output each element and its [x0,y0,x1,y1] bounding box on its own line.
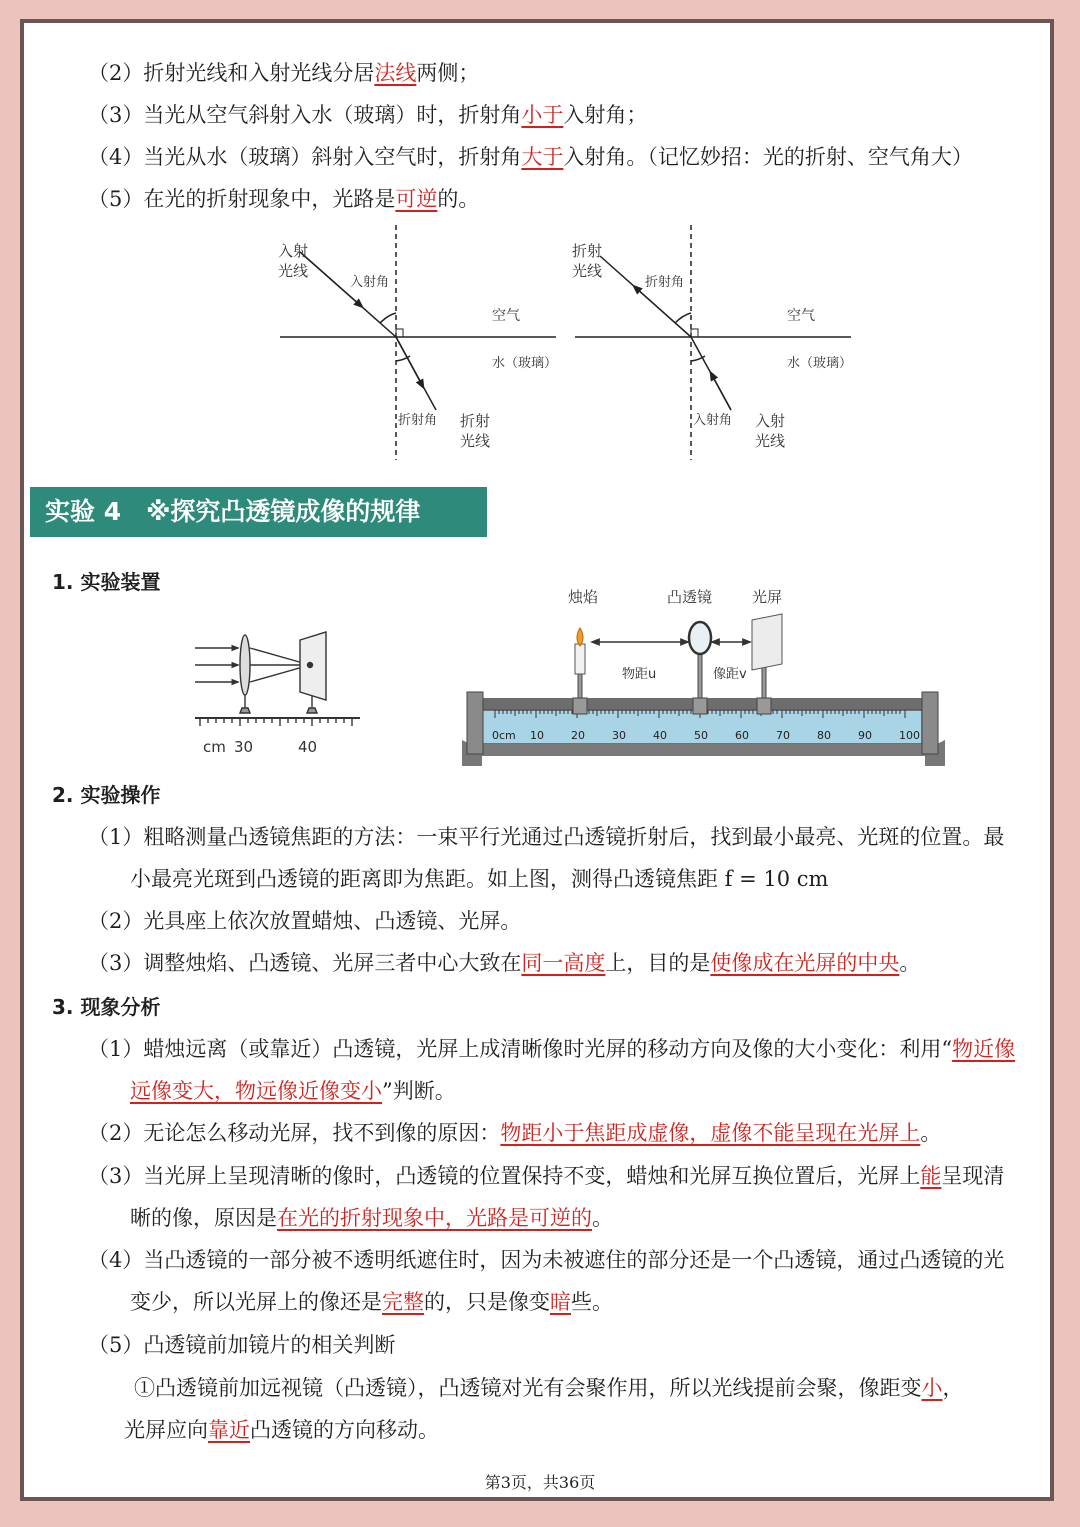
text: 入射角； [563,103,648,127]
text: （5）在光的折射现象中，光路是 [88,187,396,211]
apparatus-figures [0,580,1080,780]
label: 光线 [755,432,786,450]
answer: 法线 [374,61,417,85]
label: 入射 [278,242,309,260]
text: （3）当光屏上呈现清晰的像时，凸透镜的位置保持不变，蜡烛和光屏互换位置后，光屏上 [88,1164,921,1188]
ana-2 [88,1118,941,1148]
answer: 同一高度 [521,951,606,975]
ruler-tick: 30 [612,729,626,742]
text: ”判断。 [382,1079,456,1103]
text: 入射角。（记忆妙招：光的折射、空气角大） [563,145,973,169]
text: （2）无论怎么移动光屏，找不到像的原因： [88,1121,501,1145]
answer: ， [214,1079,235,1103]
screen-label: 光屏 [752,588,783,606]
ruler-tick: 0cm [492,729,516,742]
image-distance-label: 像距v [713,667,747,682]
answer: 大于 [521,145,564,169]
op-3 [88,948,920,978]
text: （3）当光从空气斜射入水（玻璃）时，折射角 [88,103,522,127]
text: （3）调整烛焰、凸透镜、光屏三者中心大致在 [88,951,522,975]
section-2-title: 2. 实验操作 [52,783,161,807]
label: 光线 [572,262,603,280]
label: 水（玻璃） [787,356,853,371]
answer: 物近像 [952,1037,1016,1061]
answer: 小 [921,1376,943,1400]
label: 空气 [492,308,520,324]
text: （1）蜡烛远离（或靠近）凸透镜，光屏上成清晰像时光屏的移动方向及像的大小变化：利用“ [88,1037,953,1061]
ana-4a: （4）当凸透镜的一部分被不透明纸遮住时，因为未被遮住的部分还是一个凸透镜，通过凸透镜的光 [88,1248,1005,1272]
tick-label: 40 [298,738,318,756]
text: ①凸透镜前加远视镜（凸透镜），凸透镜对光有会聚作用，所以光线提前会聚，像距变 [134,1376,922,1400]
label: 水（玻璃） [492,356,558,371]
label: 入射角 [350,275,390,290]
text: 凸透镜的方向移动。 [250,1418,439,1442]
answer: 物远像近像变小 [235,1079,382,1103]
answer: 靠近 [208,1418,250,1442]
text: 呈现清 [941,1164,1005,1188]
text: 晰的像，原因是 [130,1206,277,1230]
ana-4b [130,1287,613,1317]
answer: 物距小于焦距成虚像，虚像不能呈现在光屏上 [500,1121,921,1145]
ruler-tick: 70 [776,729,790,742]
candle-label: 烛焰 [568,588,599,606]
text: （4）当光从水（玻璃）斜射入空气时，折射角 [88,145,522,169]
text: 的。 [437,187,480,211]
text: 上，目的是 [605,951,711,975]
ruler-tick: 80 [817,729,831,742]
label: 折射角 [645,275,685,290]
text: （2）折射光线和入射光线分居 [88,61,375,85]
answer: 远像变大 [130,1079,214,1103]
text: 。 [592,1206,613,1230]
text: 的，只是像变 [424,1290,550,1314]
text: 些。 [571,1290,613,1314]
lens-label: 凸透镜 [667,588,713,606]
ruler-tick: 60 [735,729,749,742]
ana-3a [88,1161,1004,1191]
ana-5: （5）凸透镜前加镜片的相关判断 [88,1333,396,1357]
label: 折射角 [398,413,438,428]
label: 折射 [460,412,491,430]
ana-1a [88,1034,1015,1064]
label: 光线 [278,262,309,280]
text: 。 [920,1121,942,1145]
op-1b: 小最亮光斑到凸透镜的距离即为焦距。如上图，测得凸透镜焦距 f = 10 cm [130,867,829,891]
ruler-tick: 90 [858,729,872,742]
text: ， [942,1376,964,1400]
optical-bench [462,614,945,766]
label: 入射角 [693,413,733,428]
page-number: 第3页，共36页 [484,1473,596,1492]
ana-5-1b [124,1415,439,1445]
ana-1b [130,1076,456,1106]
label: 光线 [460,432,491,450]
answer: 使像成在光屏的中央 [710,951,900,975]
answer: 可逆 [395,187,438,211]
answer: 小于 [521,103,564,127]
answer: 暗 [550,1290,571,1314]
answer: 在光的折射现象中，光路是可逆的 [277,1206,592,1230]
ruler-tick: 100 [899,729,920,742]
text: 变少，所以光屏上的像还是 [130,1290,382,1314]
experiment-banner: 实验 4 ※探究凸透镜成像的规律 [30,487,487,537]
focal-length-setup [195,632,360,726]
refraction-diagrams [0,0,1080,470]
section-3-title: 3. 现象分析 [52,995,161,1019]
object-distance-label: 物距u [622,667,657,682]
op-1a: （1）粗略测量凸透镜焦距的方法：一束平行光通过凸透镜折射后，找到最小最亮、光斑的位置。最 [88,825,1005,849]
op-2: （2）光具座上依次放置蜡烛、凸透镜、光屏。 [88,909,522,933]
text: 。 [899,951,921,975]
ana-5-1a [134,1373,964,1403]
text: 光屏应向 [124,1418,208,1442]
label: 入射 [755,412,786,430]
ana-3b [130,1203,613,1233]
answer: 完整 [382,1290,424,1314]
label: 折射 [572,242,603,260]
ruler-tick: 40 [653,729,667,742]
label: 空气 [787,308,815,324]
text: 两侧； [416,61,480,85]
tick-label: 30 [234,738,254,756]
unit-label: cm [203,738,226,756]
ruler-tick: 10 [530,729,544,742]
ruler-tick: 50 [694,729,708,742]
answer: 能 [920,1164,942,1188]
ruler-tick: 20 [571,729,585,742]
section-1-title: 1. 实验装置 [52,570,161,594]
